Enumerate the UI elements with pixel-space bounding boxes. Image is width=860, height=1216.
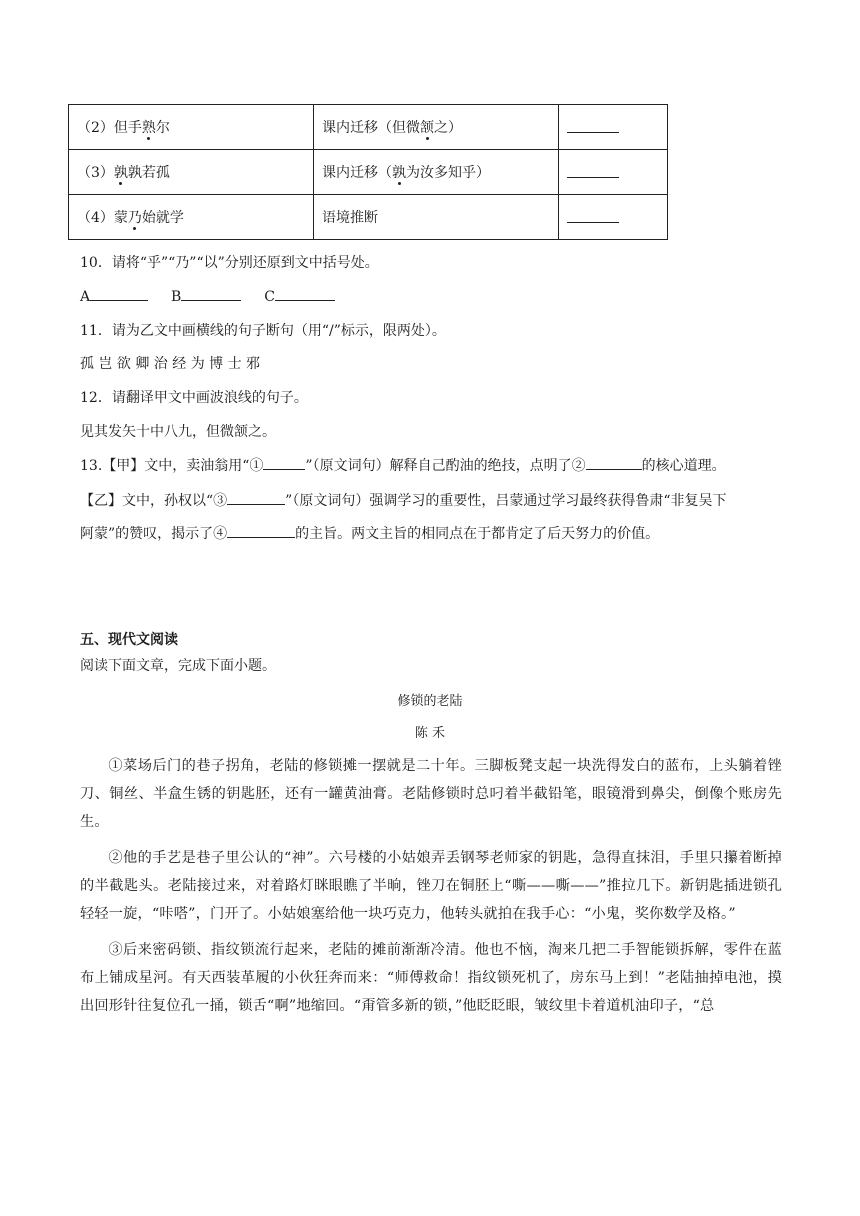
article-title: 修锁的老陆 xyxy=(397,694,463,709)
question-11: 11．请为乙文中画横线的句子断句（用“/”标示，限两处）。 xyxy=(80,323,446,339)
answer-blank-b[interactable] xyxy=(181,286,241,301)
table-cell-item: （2）但手熟尔 xyxy=(69,105,314,150)
question-12-sentence: 见其发矢十中八九，但微颔之。 xyxy=(80,424,276,440)
question-12: 12．请翻译甲文中画波浪线的句子。 xyxy=(80,390,308,406)
answer-blank-3[interactable] xyxy=(227,490,285,505)
paragraph: ②他的手艺是巷子里公认的“神”。六号楼的小姑娘弄丢钢琴老师家的钥匙，急得直抹泪，手里只攥着断掉的半截匙头。老陆接过来，对着路灯眯眼瞧了半晌，锉刀在铜胚上“嘶——嘶——”推拉几下。新钥匙插进锁孔轻轻一旋，“咔嗒”，门开了。小姑娘塞给他一块巧克力，他转头就拍在我手心：“小鬼，奖你数学及格。” xyxy=(80,850,782,922)
question-13-line-3: 阿蒙”的赞叹，揭示了④ 的主旨。两文主旨的相同点在于都肯定了后天努力的价值。 xyxy=(80,523,659,543)
table-cell-item: （3）孰孰若孤 xyxy=(69,150,314,195)
table-cell-method: 课内迁移（孰为汝多知乎） xyxy=(314,150,559,195)
answer-blank[interactable] xyxy=(559,150,668,195)
emphasis-dot-char: 颔 xyxy=(420,120,434,136)
answer-blank-1[interactable] xyxy=(263,455,305,470)
article-author: 陈 禾 xyxy=(414,726,446,741)
question-10: 10．请将“乎”“乃”“以”分别还原到文中括号处。 xyxy=(80,255,379,271)
answer-blank-4[interactable] xyxy=(227,523,295,538)
table-cell-item: （4）蒙乃始就学 xyxy=(69,195,314,240)
emphasis-dot-char: 孰 xyxy=(392,165,406,181)
answer-blank-c[interactable] xyxy=(275,286,335,301)
table-cell-method: 语境推断 xyxy=(314,195,559,240)
emphasis-dot-char: 乃 xyxy=(127,210,142,226)
answer-table xyxy=(68,104,668,240)
answer-blank[interactable] xyxy=(559,195,668,240)
answer-blank[interactable] xyxy=(559,105,668,150)
table-cell-method: 课内迁移（但微颔之） xyxy=(314,105,559,150)
paragraph: ③后来密码锁、指纹锁流行起来，老陆的摊前渐渐冷清。他也不恼，淘来几把二手智能锁拆解，零件在蓝布上铺成星河。有天西装革履的小伙狂奔而来：“师傅救命！指纹锁死机了，房东马上到！”老陆抽掉电池，摸出回形针往复位孔一捅，锁舌“啊”地缩回。“甭管多新的锁，”他眨眨眼，皱纹里卡着道机油印子，“总 xyxy=(80,942,782,1014)
table-row xyxy=(69,195,668,240)
table-row xyxy=(69,105,668,150)
emphasis-dot-char: 孰 xyxy=(113,165,128,181)
question-13-line-2: 【乙】文中，孙权以“③ ”（原文词句）强调学习的重要性，吕蒙通过学习最终获得鲁肃“非复吴下 xyxy=(80,490,727,510)
question-11-sentence: 孤 岂 欲 卿 治 经 为 博 士 邪 xyxy=(80,356,261,372)
question-13-line-1: 13.【甲】文中，卖油翁用“① ”（原文词句）解释自己酌油的绝技，点明了② 的核心道理。 xyxy=(80,455,726,475)
question-10-answers: A B C xyxy=(80,286,335,305)
article-body xyxy=(80,752,782,1020)
section-heading: 五、现代文阅读 xyxy=(80,632,178,648)
table-row xyxy=(69,150,668,195)
section-instruction: 阅读下面文章，完成下面小题。 xyxy=(80,658,276,674)
answer-blank-2[interactable] xyxy=(586,455,642,470)
answer-blank-a[interactable] xyxy=(90,286,148,301)
emphasis-dot-char: 熟 xyxy=(141,120,156,136)
paragraph: ①菜场后门的巷子拐角，老陆的修锁摊一摆就是二十年。三脚板凳支起一块洗得发白的蓝布，上头躺着锉刀、铜丝、半盒生锈的钥匙胚，还有一罐黄油膏。老陆修锁时总叼着半截铅笔，眼镜滑到鼻尖，倒像个账房先生。 xyxy=(80,758,782,830)
